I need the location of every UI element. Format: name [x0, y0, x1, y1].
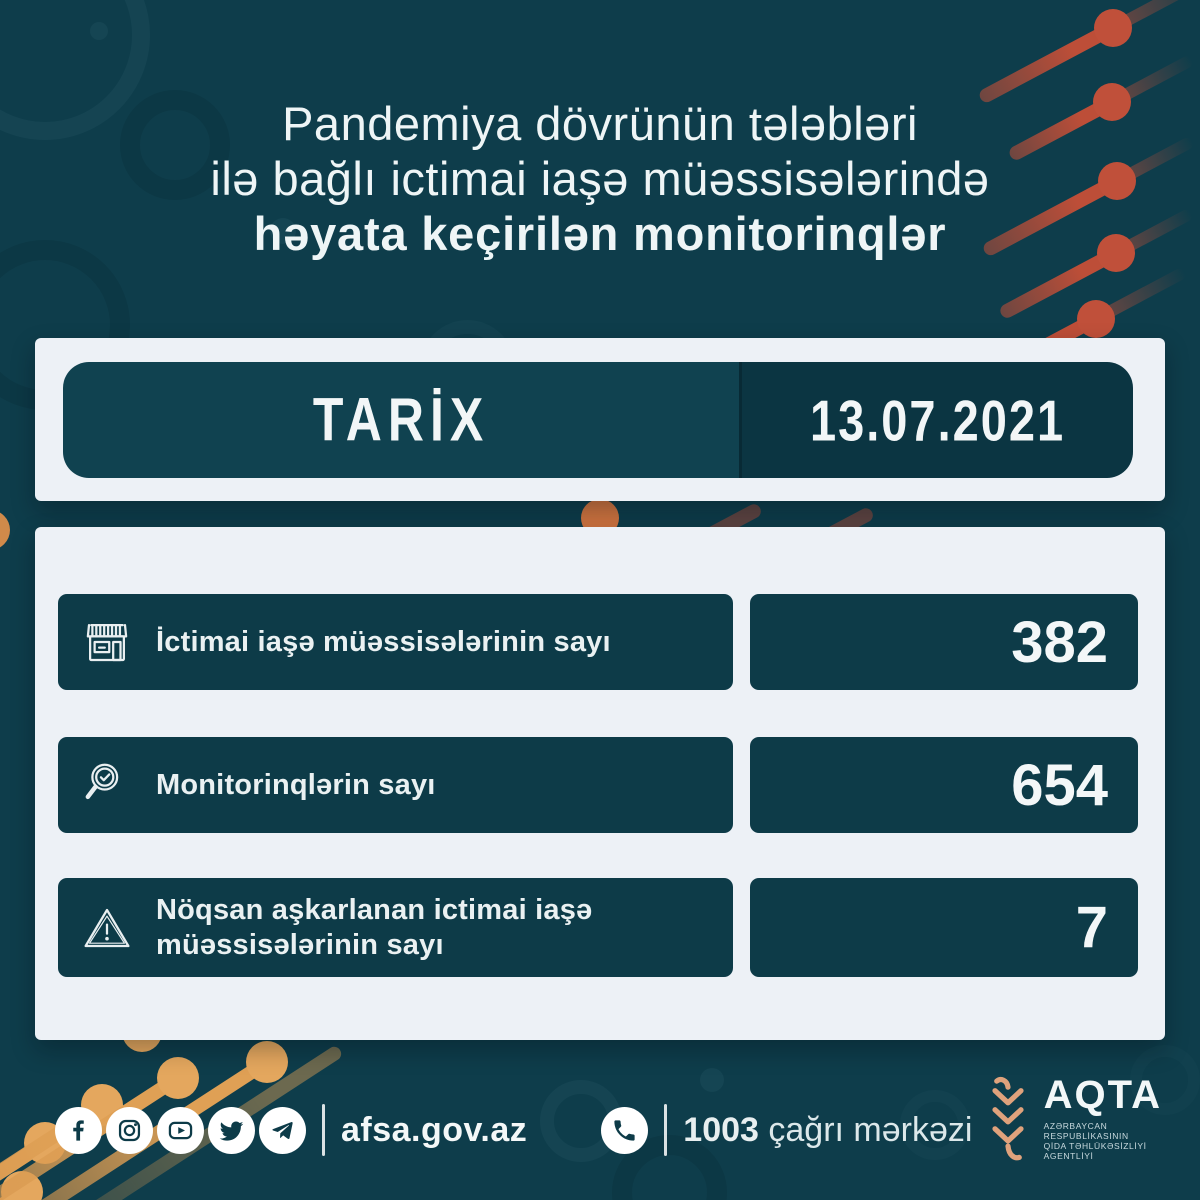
stat-value: 382	[1011, 609, 1108, 675]
stat-value-panel	[750, 594, 1138, 690]
aqta-logo-text	[1044, 1069, 1162, 1161]
stat-row-monitorings	[58, 737, 1138, 833]
stat-label: Nöqsan aşkarlanan ictimai iaşə müəssisələrinin sayı	[156, 894, 593, 961]
stat-label: İctimai iaşə müəssisələrinin sayı	[156, 625, 611, 658]
wheat-icon	[982, 1069, 1034, 1178]
phone-icon	[601, 1107, 648, 1154]
date-value-panel	[739, 362, 1133, 478]
date-label: TARİX	[312, 385, 490, 455]
stat-row-violations	[58, 878, 1138, 977]
magnifier-check-icon	[80, 758, 134, 812]
date-label-panel	[63, 362, 739, 478]
stat-label-panel	[58, 594, 733, 690]
date-value: 13.07.2021	[809, 387, 1066, 453]
youtube-icon[interactable]	[157, 1107, 204, 1154]
call-divider	[664, 1104, 667, 1156]
stat-value-panel	[750, 878, 1138, 977]
title-block	[0, 96, 1200, 261]
footer-divider	[322, 1104, 325, 1156]
storefront-icon	[80, 615, 134, 669]
instagram-icon[interactable]	[106, 1107, 153, 1154]
stat-value: 7	[1075, 895, 1108, 960]
stat-value-panel	[750, 737, 1138, 833]
title-line-3: həyata keçirilən monitorinqlər	[253, 207, 947, 260]
website-link[interactable]: afsa.gov.az	[341, 1110, 528, 1149]
stat-label-panel	[58, 737, 733, 833]
stats-card	[35, 527, 1165, 1040]
call-center-block	[601, 1104, 972, 1156]
title-line-1: Pandemiya dövrünün tələbləri	[282, 97, 918, 150]
stat-value: 654	[1011, 752, 1108, 818]
twitter-icon[interactable]	[208, 1107, 255, 1154]
telegram-icon[interactable]	[259, 1107, 306, 1154]
aqta-name: AQTA	[1043, 1072, 1162, 1117]
date-card-inner	[63, 362, 1133, 478]
call-center-text	[683, 1111, 972, 1150]
facebook-icon[interactable]	[55, 1107, 102, 1154]
footer	[55, 1072, 1162, 1162]
stat-row-establishments	[58, 594, 1138, 690]
stat-label-panel	[58, 878, 733, 977]
date-card	[35, 338, 1165, 501]
warning-triangle-icon	[80, 901, 134, 955]
aqta-subtitle: AZƏRBAYCAN RESPUBLİKASININ QİDA TƏHLÜKƏSİZLİYİ AGENTLİYİ	[1043, 1120, 1147, 1161]
call-center-number: 1003	[683, 1110, 759, 1149]
call-center-label: çağrı mərkəzi	[768, 1110, 973, 1149]
aqta-logo	[982, 1069, 1162, 1178]
stat-label: Monitorinqlərin sayı	[156, 768, 436, 801]
title-line-2: ilə bağlı ictimai iaşə müəssisələrində	[210, 152, 990, 205]
